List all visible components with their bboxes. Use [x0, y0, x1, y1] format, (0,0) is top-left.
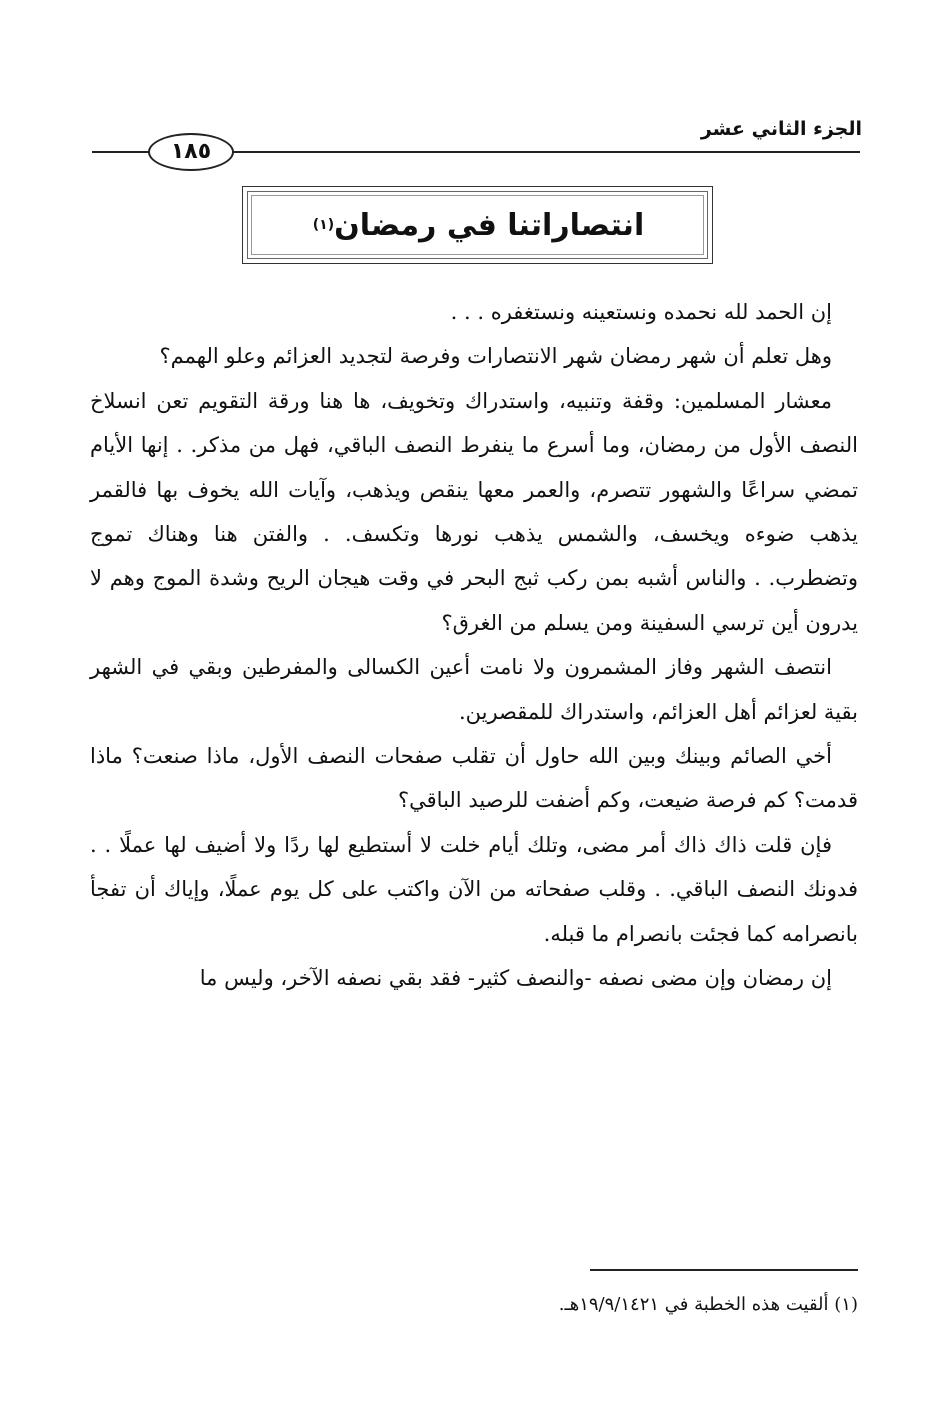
paragraph-5: أخي الصائم وبينك وبين الله حاول أن تقلب صفحات النصف الأول، ماذا صنعت؟ ماذا قدمت؟ كم فرصة ضيعت، وكم أضفت للرصيد الباقي؟	[90, 744, 858, 813]
footnote-rule	[590, 1269, 858, 1271]
paragraph-2: وهل تعلم أن شهر رمضان شهر الانتصارات وفرصة لتجديد العزائم وعلو الهمم؟	[159, 344, 832, 369]
footnote: (١) ألقيت هذه الخطبة في ١٩/٩/١٤٢١هـ.	[558, 1294, 858, 1315]
paragraph-1: إن الحمد لله نحمده ونستعينه ونستغفره . . .	[450, 300, 832, 324]
paragraph-3: معشار المسلمين: وقفة وتنبيه، واستدراك وتخويف، ها هنا ورقة التقويم تعن انسلاخ النصف الأول من رمضان، وما أسرع ما ينفرط النصف الباقي، فهل من مذكر. . إنها الأيام تمضي سراعًا والشهور تتصرم، والعمر معها ينقص ويذهب، وآيات الله يخوف بها فالقمر يذهب ضوءه ويخسف، والشمس يذهب نورها وتكسف. . والفتن هنا وهناك تموج وتضطرب. . والناس أشبه بمن ركب ثبج البحر في وقت هيجان الريح وشدة الموج وهم لا يدرون أين ترسي السفينة ومن يسلم من الغرق؟	[90, 388, 858, 635]
running-header-part: الجزء الثاني عشر	[700, 118, 862, 140]
header-rule-left	[92, 151, 149, 153]
title-frame	[242, 186, 713, 264]
page-title-text: انتصاراتنا في رمضان	[334, 207, 645, 243]
paragraph-7: إن رمضان وإن مضى نصفه -والنصف كثير- فقد بقي نصفه الآخر، وليس ما	[199, 966, 832, 991]
paragraph-4: انتصف الشهر وفاز المشمرون ولا نامت أعين الكسالى والمفرطين وبقي في الشهر بقية لعزائم أهل العزائم، واستدراك للمقصرين.	[90, 655, 858, 724]
page-number: ١٨٥	[148, 133, 234, 171]
paragraph-6: فإن قلت ذاك ذاك أمر مضى، وتلك أيام خلت لا أستطيع لها ردًا ولا أضيف لها عملًا . . فدونك النصف الباقي. . وقلب صفحاته من الآن واكتب على كل يوم عملًا، وإياك أن تفجأ بانصرامه كما فجئت بانصرام ما قبله.	[90, 832, 858, 946]
page-title	[243, 187, 712, 263]
body-text	[90, 290, 858, 1001]
header-rule-right	[233, 151, 860, 153]
title-footnote-ref: (١)	[312, 217, 335, 233]
